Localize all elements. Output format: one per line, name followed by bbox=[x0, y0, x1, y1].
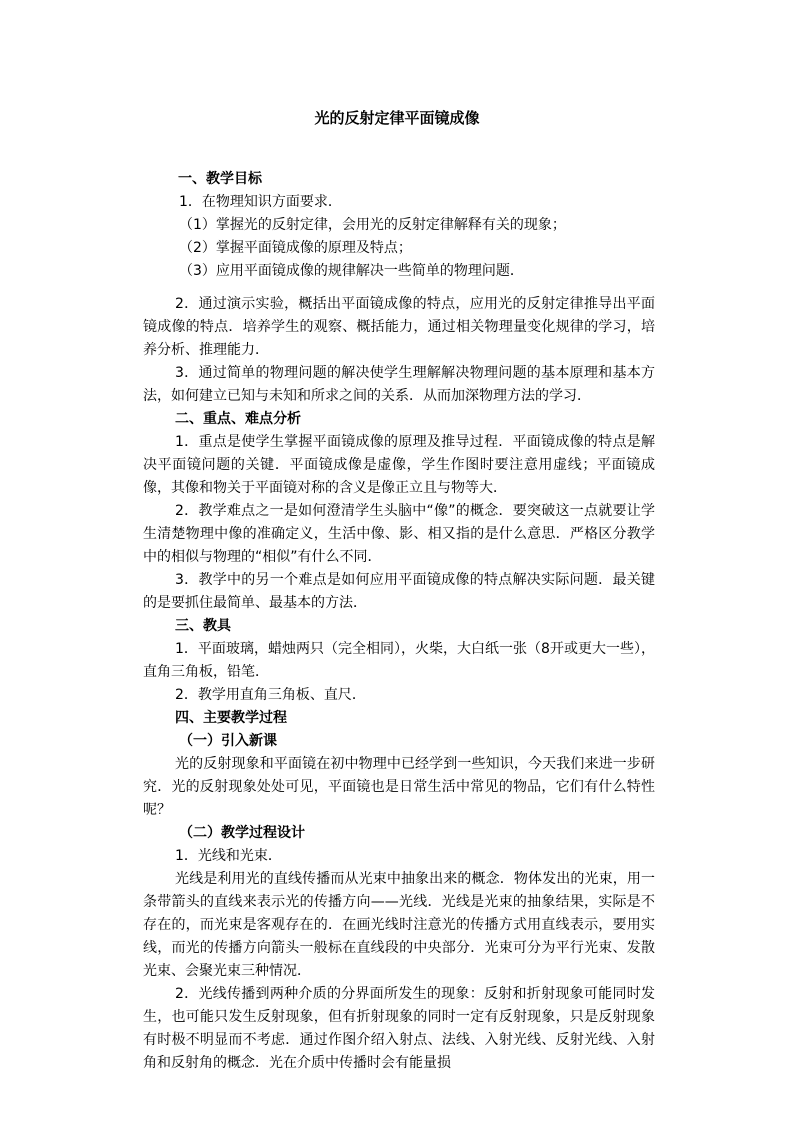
objective-paragraph-3: 3．通过简单的物理问题的解决使学生理解解决物理问题的基本原理和基本方法，如何建立已知与未知和所求之间的关系．从而加深物理方法的学习． bbox=[143, 365, 655, 404]
design-paragraph-1: 光线是利用光的直线传播而从光束中抽象出来的概念．物体发出的光束，用一条带箭头的直线来表示光的传播方向——光线．光线是光束的抽象结果，实际是不存在的，而光束是客观存在的．在画光线时注意光的传播方式用直线表示，要用实线，而光的传播方向箭头一般标在直线段的中央部分．光束可分为平行光束、发散光束、会聚光束三种情况． bbox=[143, 871, 655, 979]
materials-paragraph-1: 1．平面玻璃，蜡烛两只（完全相同），火柴，大白纸一张（8开或更大一些），直角三角板，铅笔． bbox=[143, 641, 655, 680]
subsection-heading-design: （二）教学过程设计 bbox=[179, 825, 305, 841]
objective-sub-2: （2）掌握平面镜成像的原理及特点； bbox=[179, 240, 412, 256]
intro-paragraph: 光的反射现象和平面镜在初中物理中已经学到一些知识，今天我们来进一步研究．光的反射现象处处可见，平面镜也是日常生活中常见的物品，它们有什么特性呢？ bbox=[143, 756, 655, 818]
objective-sub-1: （1）掌握光的反射定律，会用光的反射定律解释有关的现象； bbox=[179, 217, 566, 233]
objective-item-1: 1．在物理知识方面要求． bbox=[179, 194, 342, 210]
key-point-paragraph-3: 3．教学中的另一个难点是如何应用平面镜成像的特点解决实际问题．最关键的是要抓住最简单、最基本的方法． bbox=[143, 572, 655, 611]
document-body bbox=[143, 168, 655, 1075]
key-point-paragraph-2: 2．教学难点之一是如何澄清学生头脑中“像”的概念．要突破这一点就要让学生清楚物理中像的准确定义，生活中像、影、相又指的是什么意思．严格区分教学中的相似与物理的“相似”有什么不同． bbox=[143, 503, 655, 565]
section-heading-materials: 三、教具 bbox=[175, 618, 231, 634]
design-paragraph-2: 2．光线传播到两种介质的分界面所发生的现象：反射和折射现象可能同时发生，也可能只发生反射现象，但有折射现象的同时一定有反射现象，只是反射现象有时极不明显而不考虑．通过作图介绍入射点、法线、入射光线、反射光线、入射角和反射角的概念．光在介质中传播时会有能量损 bbox=[143, 986, 655, 1071]
objective-sub-3: （3）应用平面镜成像的规律解决一些简单的物理问题． bbox=[179, 263, 524, 279]
section-heading-process: 四、主要教学过程 bbox=[175, 710, 287, 726]
materials-paragraph-2: 2．教学用直角三角板、直尺． bbox=[175, 687, 366, 703]
key-point-paragraph-1: 1．重点是使学生掌握平面镜成像的原理及推导过程．平面镜成像的特点是解决平面镜问题的关键．平面镜成像是虚像，学生作图时要注意用虚线；平面镜成像，其像和物关于平面镜对称的含义是像正立且与物等大． bbox=[143, 434, 655, 496]
document-title: 光的反射定律平面镜成像 bbox=[314, 109, 480, 127]
subsection-heading-intro: （一）引入新课 bbox=[179, 733, 277, 749]
objective-paragraph-2: 2．通过演示实验，概括出平面镜成像的特点，应用光的反射定律推导出平面镜成像的特点．培养学生的观察、概括能力，通过相关物理量变化规律的学习，培养分析、推理能力． bbox=[143, 296, 655, 358]
design-item-1: 1．光线和光束． bbox=[175, 848, 282, 864]
section-heading-objectives: 一、教学目标 bbox=[178, 171, 262, 187]
section-heading-key-points: 二、重点、难点分析 bbox=[175, 411, 301, 427]
